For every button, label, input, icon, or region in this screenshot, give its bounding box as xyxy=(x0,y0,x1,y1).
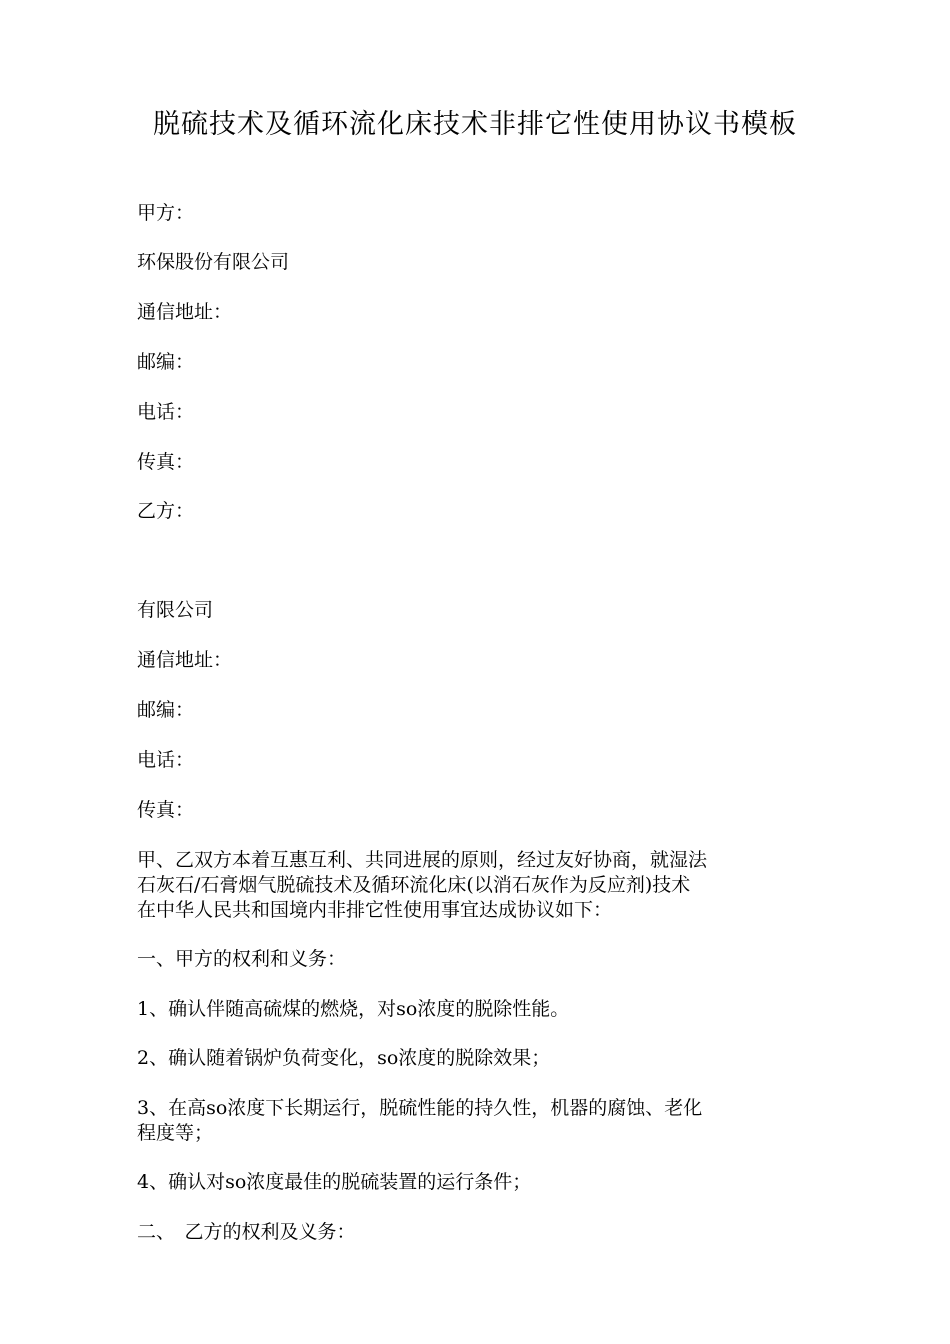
party-b-company: 有限公司 xyxy=(137,599,214,621)
party-b-phone: 电话： xyxy=(137,749,195,771)
party-b-address: 通信地址： xyxy=(137,649,233,671)
section-1-item-1: 1、确认伴随高硫煤的燃烧，对so浓度的脱除性能。 xyxy=(137,998,570,1020)
intro-line-2: 石灰石/石膏烟气脱硫技术及循环流化床(以消石灰作为反应剂)技术 xyxy=(137,874,691,896)
section-2-heading: 二、 乙方的权利及义务： xyxy=(137,1221,356,1243)
party-b-postcode: 邮编： xyxy=(137,699,195,721)
section-1-item-3-line-1: 3、在高so浓度下长期运行，脱硫性能的持久性，机器的腐蚀、老化 xyxy=(137,1097,703,1119)
party-a-phone: 电话： xyxy=(137,401,195,423)
intro-line-1: 甲、乙双方本着互惠互利、共同进展的原则，经过友好协商，就湿法 xyxy=(137,849,708,871)
party-a-fax: 传真： xyxy=(137,451,195,473)
party-a-company: 环保股份有限公司 xyxy=(137,251,290,273)
section-1-heading: 一、甲方的权利和义务： xyxy=(137,948,347,970)
intro-line-3: 在中华人民共和国境内非排它性使用事宜达成协议如下： xyxy=(137,899,613,921)
section-1-item-3-line-2: 程度等； xyxy=(137,1122,214,1144)
document-title: 脱硫技术及循环流化床技术非排它性使用协议书模板 xyxy=(153,109,797,140)
section-1-item-4: 4、确认对so浓度最佳的脱硫装置的运行条件； xyxy=(137,1171,532,1193)
section-1-item-2: 2、确认随着锅炉负荷变化，so浓度的脱除效果； xyxy=(137,1047,551,1069)
party-b-fax: 传真： xyxy=(137,799,195,821)
party-a-postcode: 邮编： xyxy=(137,351,195,373)
party-b-label: 乙方： xyxy=(137,500,195,522)
party-a-label: 甲方： xyxy=(137,202,195,224)
party-a-address: 通信地址： xyxy=(137,301,233,323)
